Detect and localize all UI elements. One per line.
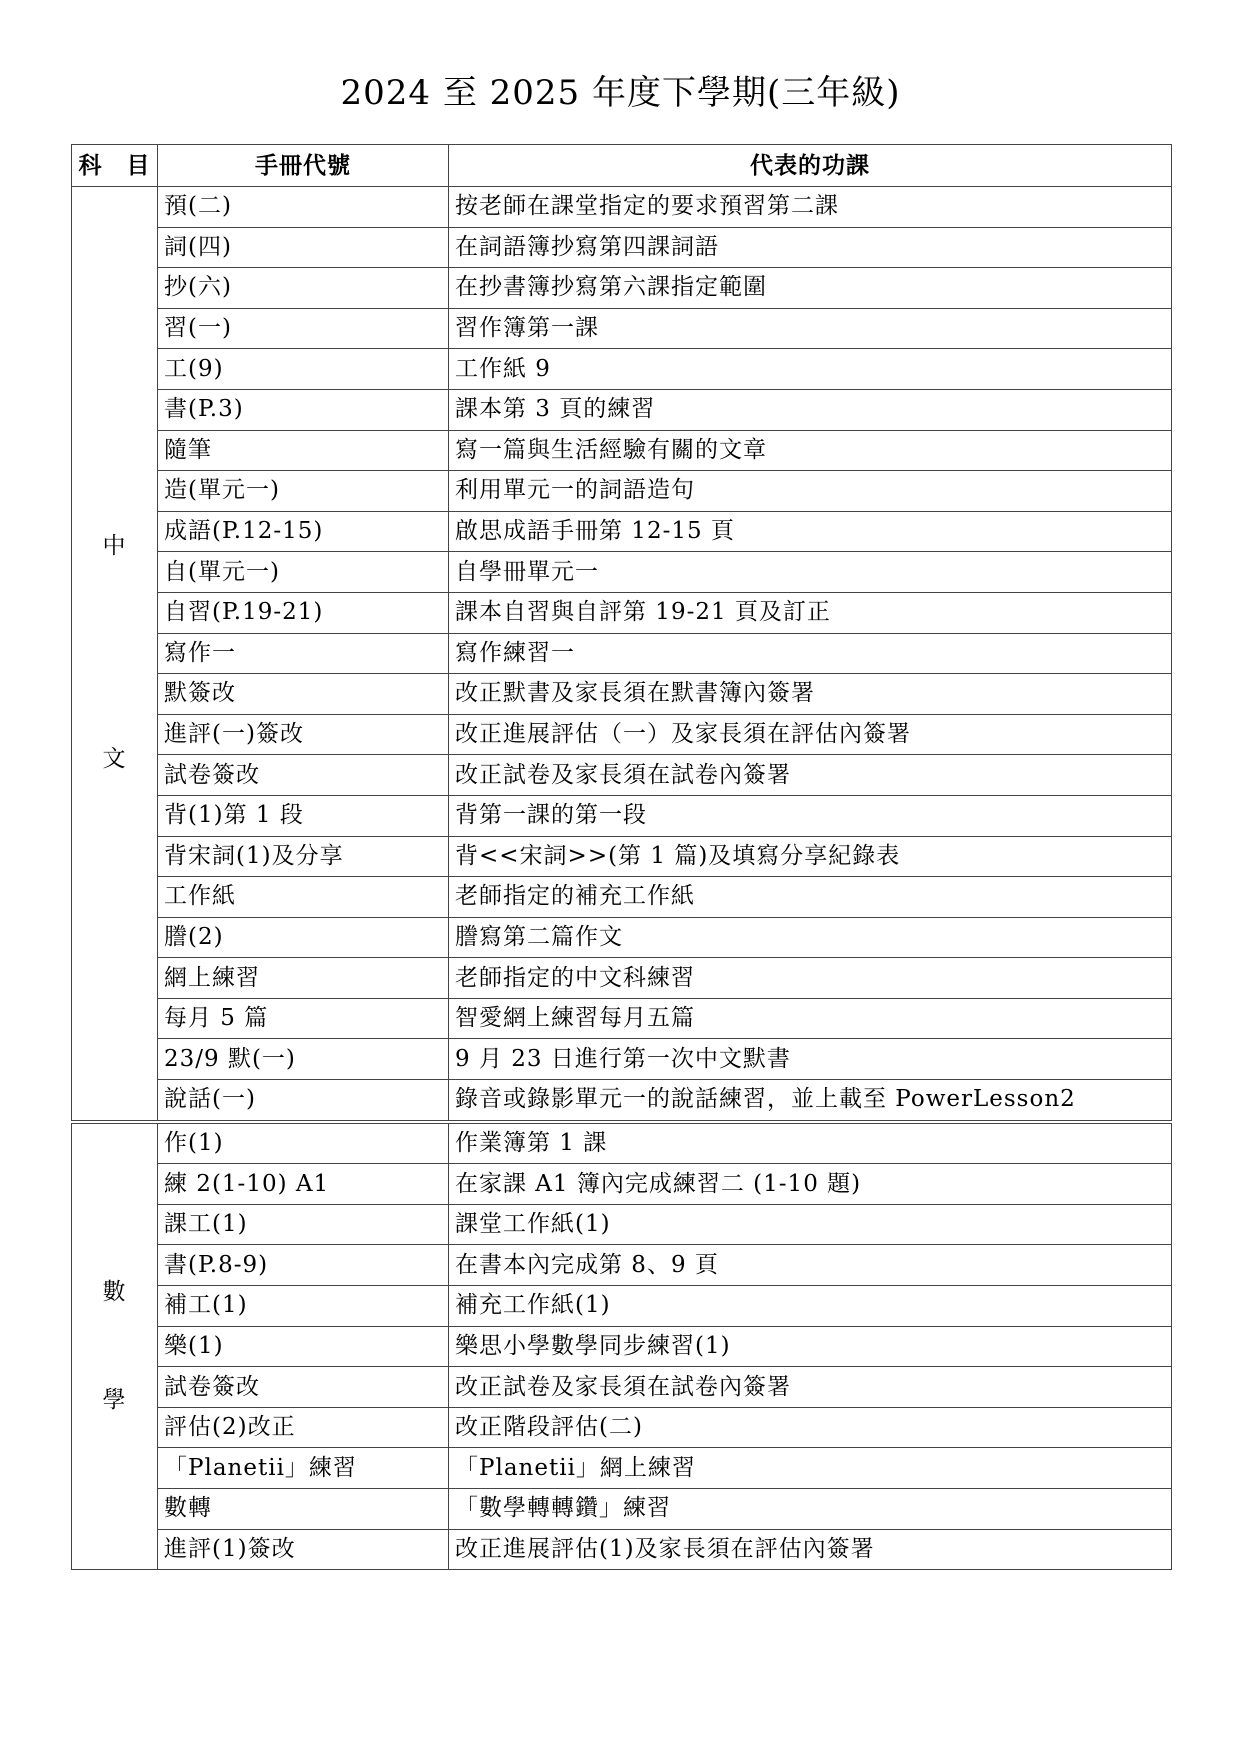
homework-code-table [71, 144, 1172, 1570]
description-cell: 啟思成語手冊第 12-15 頁 [449, 511, 1172, 552]
description-cell: 改正進展評估（一）及家長須在評估內簽署 [449, 714, 1172, 755]
code-cell: 謄(2) [158, 917, 449, 958]
table-row [72, 1367, 1172, 1408]
description-cell: 改正進展評估(1)及家長須在評估內簽署 [449, 1529, 1172, 1570]
table-row [72, 430, 1172, 471]
code-cell: 書(P.8-9) [158, 1245, 449, 1286]
description-cell: 改正默書及家長須在默書簿內簽署 [449, 674, 1172, 715]
subject-label [78, 535, 151, 771]
table-row [72, 1204, 1172, 1245]
code-cell: 工作紙 [158, 877, 449, 918]
code-cell: 自(單元一) [158, 552, 449, 593]
description-cell: 「數學轉轉鑽」練習 [449, 1489, 1172, 1530]
table-row [72, 1039, 1172, 1080]
table-row [72, 1529, 1172, 1570]
description-cell: 「Planetii」網上練習 [449, 1448, 1172, 1489]
code-cell: 自習(P.19-21) [158, 592, 449, 633]
code-cell: 23/9 默(一) [158, 1039, 449, 1080]
code-cell: 樂(1) [158, 1326, 449, 1367]
code-cell: 成語(P.12-15) [158, 511, 449, 552]
table-row [72, 1407, 1172, 1448]
table-row [72, 1122, 1172, 1164]
code-cell: 造(單元一) [158, 471, 449, 512]
table-row [72, 714, 1172, 755]
table-row [72, 187, 1172, 228]
header-meaning: 代表的功課 [449, 145, 1172, 187]
table-row [72, 633, 1172, 674]
code-cell: 隨筆 [158, 430, 449, 471]
subject-cell [72, 187, 158, 1122]
table-row [72, 511, 1172, 552]
code-cell: 書(P.3) [158, 389, 449, 430]
table-row [72, 592, 1172, 633]
description-cell: 在抄書簿抄寫第六課指定範圍 [449, 268, 1172, 309]
table-body [72, 187, 1172, 1570]
description-cell: 改正試卷及家長須在試卷內簽署 [449, 1367, 1172, 1408]
description-cell: 課本自習與自評第 19-21 頁及訂正 [449, 592, 1172, 633]
code-cell: 「Planetii」練習 [158, 1448, 449, 1489]
code-cell: 默簽改 [158, 674, 449, 715]
description-cell: 背<<宋詞>>(第 1 篇)及填寫分享紀錄表 [449, 836, 1172, 877]
description-cell: 在家課 A1 簿內完成練習二 (1-10 題) [449, 1164, 1172, 1205]
subject-char: 學 [102, 1386, 127, 1413]
code-cell: 習(一) [158, 308, 449, 349]
description-cell: 在書本內完成第 8、9 頁 [449, 1245, 1172, 1286]
table-row [72, 998, 1172, 1039]
subject-char: 數 [102, 1278, 127, 1305]
table-row [72, 1489, 1172, 1530]
code-cell: 預(二) [158, 187, 449, 228]
table-row [72, 268, 1172, 309]
code-cell: 作(1) [158, 1122, 449, 1164]
header-code: 手冊代號 [158, 145, 449, 187]
code-cell: 背(1)第 1 段 [158, 795, 449, 836]
table-row [72, 1245, 1172, 1286]
code-cell: 網上練習 [158, 958, 449, 999]
description-cell: 老師指定的補充工作紙 [449, 877, 1172, 918]
subject-cell [72, 1122, 158, 1570]
table-row [72, 308, 1172, 349]
description-cell: 工作紙 9 [449, 349, 1172, 390]
description-cell: 9 月 23 日進行第一次中文默書 [449, 1039, 1172, 1080]
description-cell: 老師指定的中文科練習 [449, 958, 1172, 999]
description-cell: 改正階段評估(二) [449, 1407, 1172, 1448]
code-cell: 抄(六) [158, 268, 449, 309]
description-cell: 寫一篇與生活經驗有關的文章 [449, 430, 1172, 471]
table-row [72, 1326, 1172, 1367]
code-cell: 進評(一)簽改 [158, 714, 449, 755]
description-cell: 按老師在課堂指定的要求預習第二課 [449, 187, 1172, 228]
table-row [72, 917, 1172, 958]
code-cell: 寫作一 [158, 633, 449, 674]
table-row [72, 836, 1172, 877]
table-row [72, 674, 1172, 715]
description-cell: 自學冊單元一 [449, 552, 1172, 593]
table-row [72, 1080, 1172, 1122]
description-cell: 改正試卷及家長須在試卷內簽署 [449, 755, 1172, 796]
code-cell: 每月 5 篇 [158, 998, 449, 1039]
subject-label [78, 1278, 151, 1413]
description-cell: 補充工作紙(1) [449, 1286, 1172, 1327]
description-cell: 習作簿第一課 [449, 308, 1172, 349]
subject-char: 文 [102, 746, 127, 773]
code-cell: 進評(1)簽改 [158, 1529, 449, 1570]
description-cell: 智愛網上練習每月五篇 [449, 998, 1172, 1039]
code-cell: 說話(一) [158, 1080, 449, 1122]
table-row [72, 227, 1172, 268]
table-row [72, 349, 1172, 390]
description-cell: 課堂工作紙(1) [449, 1204, 1172, 1245]
table-row [72, 877, 1172, 918]
code-cell: 試卷簽改 [158, 755, 449, 796]
table-row [72, 795, 1172, 836]
table-row [72, 471, 1172, 512]
description-cell: 寫作練習一 [449, 633, 1172, 674]
table-row [72, 1164, 1172, 1205]
code-cell: 補工(1) [158, 1286, 449, 1327]
description-cell: 背第一課的第一段 [449, 795, 1172, 836]
table-row [72, 958, 1172, 999]
description-cell: 樂思小學數學同步練習(1) [449, 1326, 1172, 1367]
code-cell: 工(9) [158, 349, 449, 390]
table-header-row [72, 145, 1172, 187]
code-cell: 數轉 [158, 1489, 449, 1530]
table-row [72, 1286, 1172, 1327]
page-title: 2024 至 2025 年度下學期(三年級) [340, 73, 901, 113]
header-subject: 科 目 [72, 145, 158, 187]
table-row [72, 755, 1172, 796]
subject-char: 中 [102, 533, 127, 560]
table-row [72, 389, 1172, 430]
code-cell: 背宋詞(1)及分享 [158, 836, 449, 877]
code-cell: 課工(1) [158, 1204, 449, 1245]
table-row [72, 1448, 1172, 1489]
description-cell: 錄音或錄影單元一的說話練習，並上載至 PowerLesson2 [449, 1080, 1172, 1122]
table-row [72, 552, 1172, 593]
description-cell: 謄寫第二篇作文 [449, 917, 1172, 958]
code-cell: 評估(2)改正 [158, 1407, 449, 1448]
description-cell: 課本第 3 頁的練習 [449, 389, 1172, 430]
code-cell: 詞(四) [158, 227, 449, 268]
description-cell: 利用單元一的詞語造句 [449, 471, 1172, 512]
description-cell: 在詞語簿抄寫第四課詞語 [449, 227, 1172, 268]
code-cell: 試卷簽改 [158, 1367, 449, 1408]
code-cell: 練 2(1-10) A1 [158, 1164, 449, 1205]
description-cell: 作業簿第 1 課 [449, 1122, 1172, 1164]
